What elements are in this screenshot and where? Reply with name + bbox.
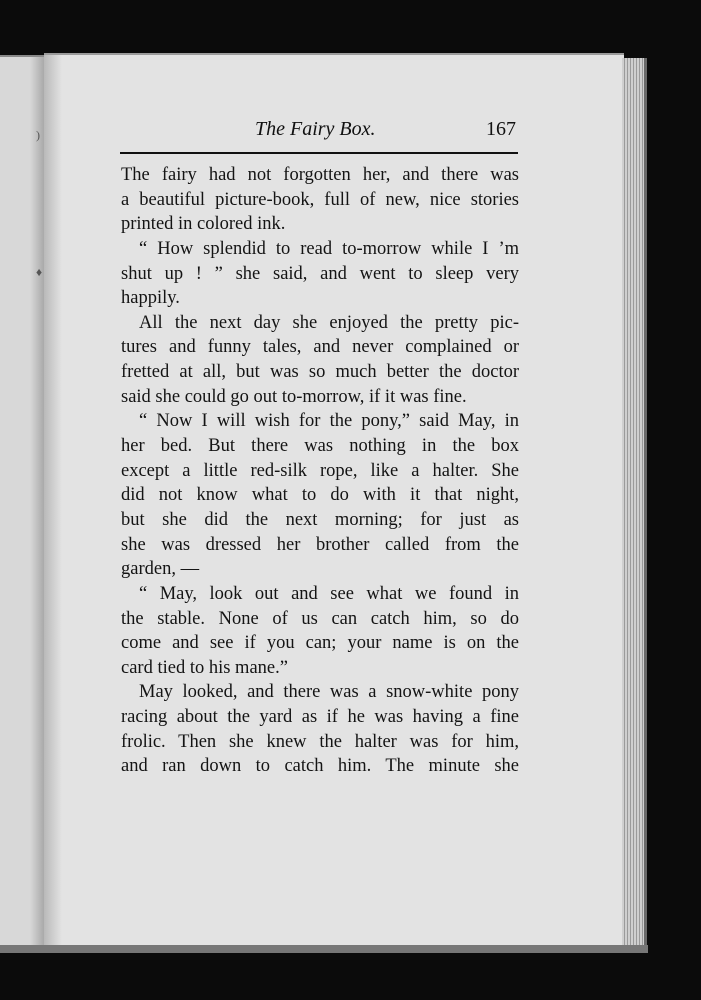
text-line: “ May, look out and see what we found in (139, 583, 519, 604)
text-line: she was dressed her brother called from the (121, 534, 519, 555)
text-line: her bed. But there was nothing in the box (121, 436, 519, 457)
gutter-shadow (30, 57, 44, 947)
text-line: a beautiful picture-book, full of new, nice stories (121, 189, 519, 210)
header-rule (120, 152, 518, 154)
text-line: come and see if you can; your name is on the (121, 633, 519, 654)
body-text (121, 163, 519, 779)
text-line: card tied to his mane.” (121, 657, 288, 678)
text-line: garden, — (121, 559, 200, 580)
text-line: said she could go out to-morrow, if it was fine. (121, 386, 467, 407)
text-line: May looked, and there was a snow-white pony (139, 682, 519, 703)
text-line: happily. (121, 288, 180, 309)
text-line: racing about the yard as if he was having a fine (121, 707, 519, 728)
text-line: except a little red-silk rope, like a halter. She (121, 460, 519, 481)
text-line: tures and funny tales, and never complained or (121, 337, 519, 358)
text-line: All the next day she enjoyed the pretty pic- (139, 312, 519, 333)
text-line: the stable. None of us can catch him, so do (121, 608, 519, 629)
text-line: The fairy had not forgotten her, and there was (121, 165, 519, 185)
page-block-edges (622, 58, 647, 948)
text-line: printed in colored ink. (121, 214, 286, 235)
facing-page-mark: ) (36, 128, 40, 142)
text-line: “ How splendid to read to-morrow while I ’m (139, 238, 519, 259)
text-line: did not know what to do with it that night, (121, 485, 519, 506)
book-cover-edge (0, 945, 648, 953)
facing-page-mark: ♦ (36, 265, 43, 279)
text-line: and ran down to catch him. The minute she (121, 756, 519, 777)
text-line: frolic. Then she knew the halter was for him, (121, 731, 519, 752)
running-title: The Fairy Box. (255, 118, 376, 140)
text-line: “ Now I will wish for the pony,” said May, in (139, 411, 519, 432)
facing-page-edge (0, 55, 44, 949)
page-number: 167 (486, 118, 516, 140)
text-line: fretted at all, but was so much better the doctor (121, 362, 519, 383)
text-line: but she did the next morning; for just as (121, 509, 519, 530)
text-line: shut up ! ” she said, and went to sleep very (121, 263, 519, 284)
